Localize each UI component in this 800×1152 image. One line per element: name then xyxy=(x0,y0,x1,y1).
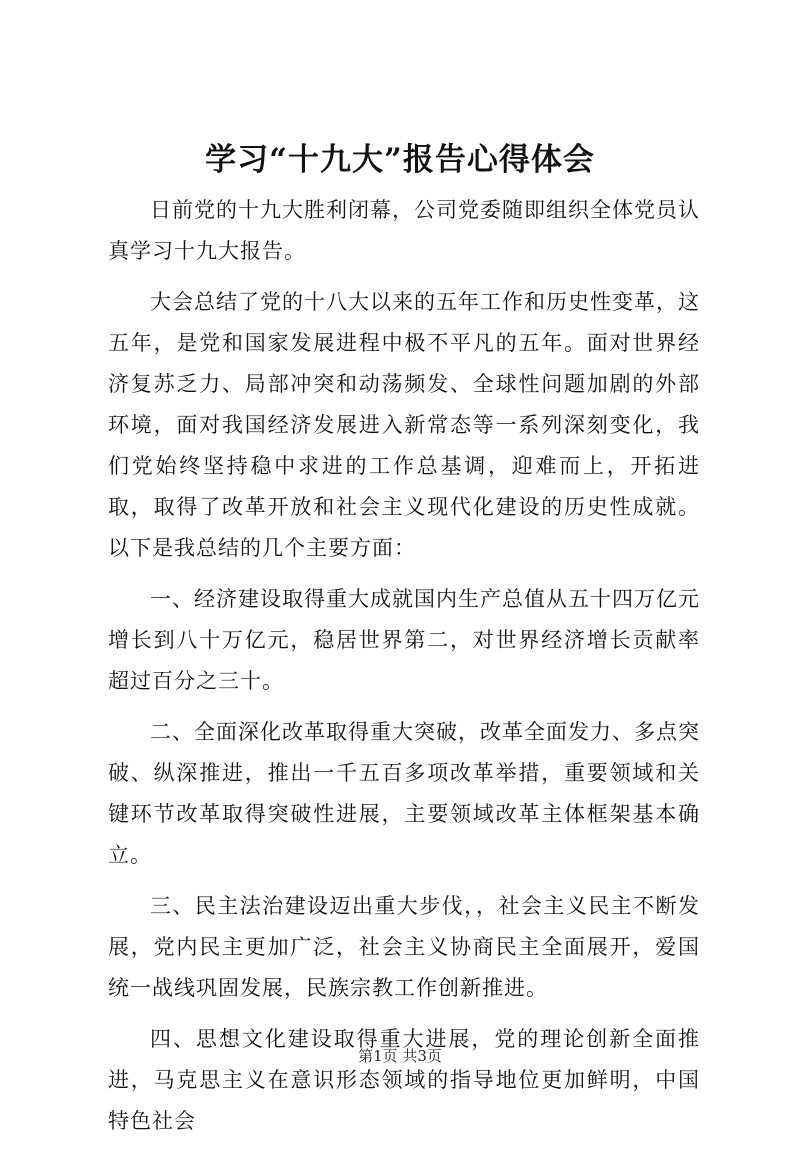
page-footer: 第1页 共3页 xyxy=(358,1047,442,1065)
paragraph-intro: 日前党的十九大胜利闭幕，公司党委随即组织全体党员认真学习十九大报告。 xyxy=(108,198,700,263)
paragraph-summary: 大会总结了党的十八大以来的五年工作和历史性变革，这五年，是党和国家发展进程中极不平凡的五年。面对世界经济复苏乏力、局部冲突和动荡频发、全球性问题加剧的外部环境，面对我国经济发展进入新常态等一系列深刻变化，我们党始终坚持稳中求进的工作总基调，迎难而上，开拓进取，取得了改革开放和社会主义现代化建设的历史性成就。以下是我总结的几个主要方面： xyxy=(108,290,700,560)
paragraph-democracy: 三、民主法治建设迈出重大步伐，，社会主义民主不断发展，党内民主更加广泛，社会主义协商民主全面展开，爱国统一战线巩固发展，民族宗教工作创新推进。 xyxy=(108,894,700,1000)
paragraph-economy: 一、经济建设取得重大成就国内生产总值从五十四万亿元增长到八十万亿元，稳居世界第二，对世界经济增长贡献率超过百分之三十。 xyxy=(108,587,700,693)
paragraph-culture: 四、思想文化建设取得重大进展，党的理论创新全面推进，马克思主义在意识形态领域的指导地位更加鲜明，中国特色社会 xyxy=(108,1027,700,1133)
paragraph-reform: 二、全面深化改革取得重大突破，改革全面发力、多点突破、纵深推进，推出一千五百多项改革举措，重要领域和关键环节改革取得突破性进展，主要领域改革主体框架基本确立。 xyxy=(108,720,700,867)
document-title: 学习“十九大”报告心得体会 xyxy=(205,142,595,178)
document-body xyxy=(108,190,700,1152)
